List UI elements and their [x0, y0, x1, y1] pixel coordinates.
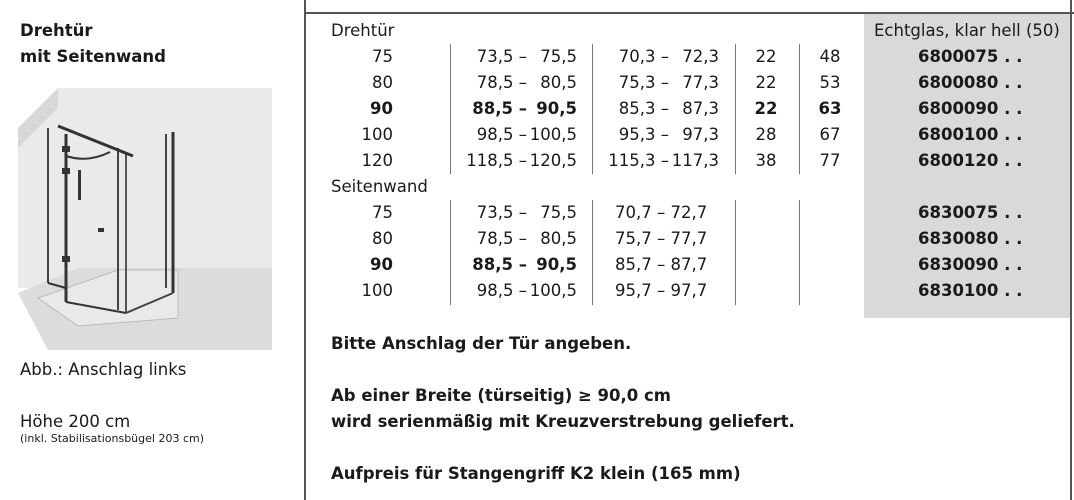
row-range-to: 75,5	[540, 47, 577, 66]
row-article-number: 6800075 . .	[918, 47, 1023, 66]
product-title-line2: mit Seitenwand	[20, 47, 166, 66]
row-size: 120	[361, 151, 393, 170]
row-span-to: 97,3	[682, 125, 719, 144]
right-edge-divider	[1070, 0, 1072, 500]
note-surcharge: Aufpreis für Stangengriff K2 klein (165 mm)	[331, 464, 741, 483]
row-span: 70,7 – 72,7	[615, 203, 708, 222]
row-col-b: 53	[819, 73, 841, 92]
row-span-from: 85,3 –	[618, 99, 669, 118]
left-column-divider	[304, 0, 306, 500]
column-separator-6	[592, 200, 593, 305]
row-size: 90	[370, 99, 393, 118]
row-size: 80	[372, 229, 393, 248]
row-col-a: 22	[754, 99, 778, 118]
row-article-number: 6800090 . .	[918, 99, 1023, 118]
row-range-from: 73,5 –	[476, 47, 527, 66]
column-separator-8	[799, 200, 800, 305]
row-range-to: 80,5	[540, 229, 577, 248]
row-span-from: 115,3 –	[608, 151, 669, 170]
row-article-number: 6830075 . .	[918, 203, 1023, 222]
row-size: 75	[372, 47, 393, 66]
column-separator-7	[735, 200, 736, 305]
row-size: 100	[361, 125, 393, 144]
row-span: 95,7 – 97,7	[615, 281, 708, 300]
row-span: 85,7 – 87,7	[615, 255, 708, 274]
row-span-from: 75,3 –	[618, 73, 669, 92]
row-span-from: 70,3 –	[618, 47, 669, 66]
row-span: 75,7 – 77,7	[615, 229, 708, 248]
row-range-from: 73,5 –	[476, 203, 527, 222]
row-range-to: 75,5	[540, 203, 577, 222]
product-title-line1: Drehtür	[20, 21, 93, 40]
row-range-to: 90,5	[536, 99, 577, 118]
glass-column-heading: Echtglas, klar hell (50)	[874, 21, 1060, 40]
row-article-number: 6830100 . .	[918, 281, 1023, 300]
row-range-to: 100,5	[529, 125, 577, 144]
row-range-from: 78,5 –	[476, 229, 527, 248]
row-col-b: 77	[819, 151, 841, 170]
row-range-to: 80,5	[540, 73, 577, 92]
section-heading-drehtuer: Drehtür	[331, 21, 395, 40]
row-range-from: 98,5 –	[476, 281, 527, 300]
shower-illustration	[18, 88, 272, 350]
column-separator-4	[799, 44, 800, 174]
row-span-to: 77,3	[682, 73, 719, 92]
row-size: 90	[370, 255, 393, 274]
column-separator-3	[735, 44, 736, 174]
height-label: Höhe 200 cm	[20, 412, 131, 431]
note-door-hinge: Bitte Anschlag der Tür angeben.	[331, 334, 632, 353]
row-article-number: 6800100 . .	[918, 125, 1023, 144]
row-col-b: 48	[819, 47, 841, 66]
row-span-to: 87,3	[682, 99, 719, 118]
section-heading-seitenwand: Seitenwand	[331, 177, 428, 196]
row-range-from: 88,5 –	[472, 99, 527, 118]
row-size: 80	[372, 73, 393, 92]
row-range-to: 90,5	[536, 255, 577, 274]
row-range-from: 78,5 –	[476, 73, 527, 92]
row-article-number: 6830080 . .	[918, 229, 1023, 248]
row-article-number: 6830090 . .	[918, 255, 1023, 274]
row-article-number: 6800120 . .	[918, 151, 1023, 170]
row-span-to: 117,3	[671, 151, 719, 170]
row-size: 100	[361, 281, 393, 300]
row-range-from: 98,5 –	[476, 125, 527, 144]
height-note: (inkl. Stabilisationsbügel 203 cm)	[20, 432, 205, 445]
column-separator-5	[450, 200, 451, 305]
row-col-a: 38	[755, 151, 777, 170]
row-range-to: 120,5	[529, 151, 577, 170]
row-article-number: 6800080 . .	[918, 73, 1023, 92]
note-width-line1: Ab einer Breite (türseitig) ≥ 90,0 cm	[331, 386, 671, 405]
row-span-from: 95,3 –	[618, 125, 669, 144]
column-separator-2	[592, 44, 593, 174]
row-col-a: 22	[755, 47, 777, 66]
row-col-a: 28	[755, 125, 777, 144]
row-range-from: 88,5 –	[472, 255, 527, 274]
row-col-b: 63	[818, 99, 842, 118]
row-span-to: 72,3	[682, 47, 719, 66]
row-col-a: 22	[755, 73, 777, 92]
column-separator-1	[450, 44, 451, 174]
illustration-caption: Abb.: Anschlag links	[20, 360, 187, 379]
row-range-to: 100,5	[529, 281, 577, 300]
row-size: 75	[372, 203, 393, 222]
row-col-b: 67	[819, 125, 841, 144]
note-width-line2: wird serienmäßig mit Kreuzverstrebung geliefert.	[331, 412, 795, 431]
row-range-from: 118,5 –	[466, 151, 527, 170]
